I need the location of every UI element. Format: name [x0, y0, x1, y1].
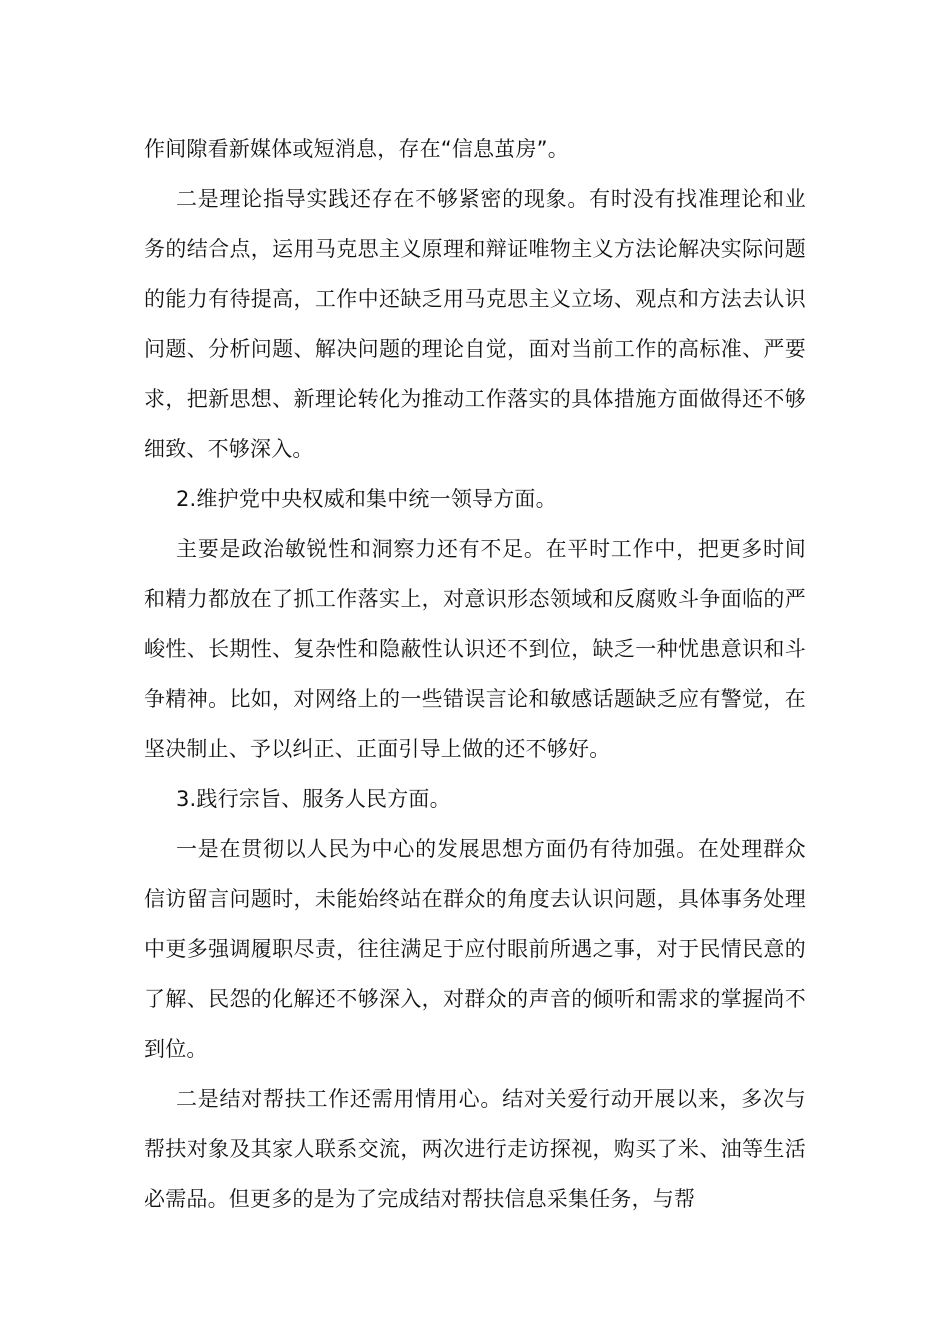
paragraph-people-centered: 一是在贯彻以人民为中心的发展思想方面仍有待加强。在处理群众信访留言问题时，未能始终站在群众的角度去认识问题，具体事务处理中更多强调履职尽责，往往满足于应付眼前所遇之事，对于民情民意的了解、民怨的化解还不够深入，对群众的声音的倾听和需求的掌握尚不到位。	[144, 837, 806, 1061]
section-heading-serve-people: 3.践行宗旨、服务人民方面。	[176, 787, 451, 811]
paragraph-paired-assistance: 二是结对帮扶工作还需用情用心。结对关爱行动开展以来，多次与帮扶对象及其家人联系交流，两次进行走访探视，购买了米、油等生活必需品。但更多的是为了完成结对帮扶信息采集任务，与帮	[144, 1087, 806, 1211]
document-body	[144, 124, 806, 1224]
section-heading-authority: 2.维护党中央权威和集中统一领导方面。	[176, 487, 557, 511]
paragraph-political-sensitivity: 主要是政治敏锐性和洞察力还有不足。在平时工作中，把更多时间和精力都放在了抓工作落实上，对意识形态领域和反腐败斗争面临的严峻性、长期性、复杂性和隐蔽性认识还不到位，缺乏一种忧患意识和斗争精神。比如，对网络上的一些错误言论和敏感话题缺乏应有警觉，在坚决制止、予以纠正、正面引导上做的还不够好。	[144, 537, 806, 761]
paragraph-theory-practice: 二是理论指导实践还存在不够紧密的现象。有时没有找准理论和业务的结合点，运用马克思主义原理和辩证唯物主义方法论解决实际问题的能力有待提高，工作中还缺乏用马克思主义立场、观点和方法去认识问题、分析问题、解决问题的理论自觉，面对当前工作的高标准、严要求，把新思想、新理论转化为推动工作落实的具体措施方面做得还不够细致、不够深入。	[144, 187, 806, 461]
paragraph-continuation: 作间隙看新媒体或短消息，存在“信息茧房”。	[144, 137, 569, 161]
